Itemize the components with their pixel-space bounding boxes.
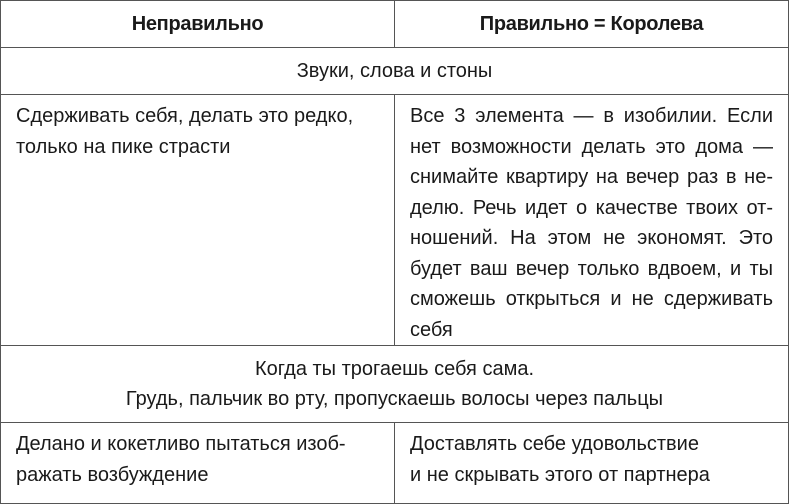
text-line: нет возможности делать это дома — bbox=[410, 135, 773, 158]
header-row bbox=[1, 1, 789, 48]
text-line: ражать возбуждение bbox=[16, 463, 209, 486]
section-title-sounds bbox=[1, 48, 789, 95]
text-line: только на пике страсти bbox=[16, 135, 231, 158]
text-line: будет ваш вечер только вдвоем, и ты bbox=[410, 257, 773, 280]
section-title-row bbox=[1, 346, 789, 423]
section-title-line: Звуки, слова и стоны bbox=[296, 59, 493, 82]
section-title-row bbox=[1, 48, 789, 95]
text-line: Делано и кокетливо пытаться изоб- bbox=[16, 433, 346, 455]
text-line: сможешь открыться и не сдерживать bbox=[410, 288, 773, 310]
text-line: и не скрывать этого от партнера bbox=[410, 463, 710, 486]
text-line: делю. Речь идет о качестве твоих от- bbox=[410, 196, 773, 219]
section-title-touch bbox=[1, 346, 789, 423]
section-title-line: Когда ты трогаешь себя сама. bbox=[255, 357, 534, 380]
table-row bbox=[1, 423, 789, 504]
table-row bbox=[1, 95, 789, 346]
text-line: Доставлять себе удовольствие bbox=[410, 433, 699, 455]
wrong-cell bbox=[1, 95, 395, 346]
right-cell bbox=[395, 95, 789, 346]
text-line: ношений. На этом не экономят. Это bbox=[410, 227, 773, 249]
wrong-cell bbox=[1, 423, 395, 504]
right-cell bbox=[395, 423, 789, 504]
text-line: себя bbox=[410, 318, 453, 341]
header-wrong: Неправильно bbox=[1, 1, 395, 48]
text-line: Все 3 элемента — в изобилии. Если bbox=[410, 105, 773, 127]
text-line: снимайте квартиру на вечер раз в не- bbox=[410, 166, 773, 188]
section-title-line: Грудь, пальчик во рту, пропускаешь волосы через пальцы bbox=[125, 388, 664, 410]
header-right: Правильно = Королева bbox=[395, 1, 789, 48]
text-line: Сдерживать себя, делать это редко, bbox=[16, 105, 354, 127]
